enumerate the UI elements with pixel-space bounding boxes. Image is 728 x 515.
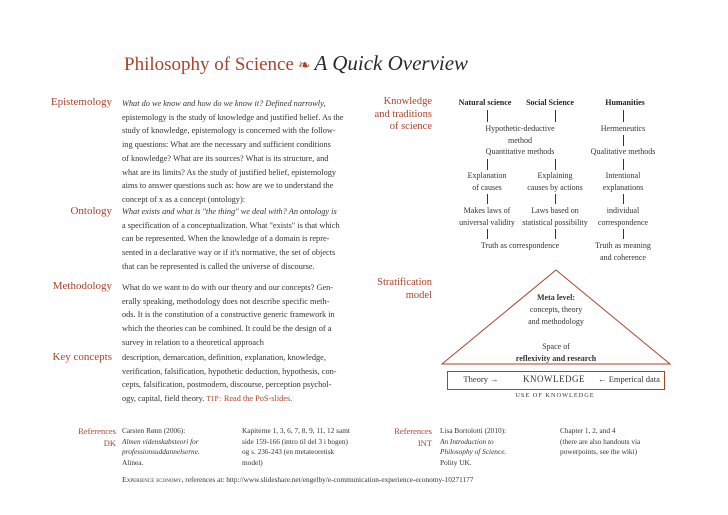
label-line: DK <box>103 438 116 448</box>
connector-line <box>555 159 556 170</box>
text-line: side 159-166 (intro til del 3 i bogen) <box>242 436 348 446</box>
text-line: causes by actions <box>527 182 583 192</box>
text-line: study of knowledge, epistemology is concerned with the follow- <box>122 126 336 136</box>
meta-level <box>496 292 616 328</box>
text-line: epistemology is the study of knowledge and justified belief. As the <box>122 112 344 122</box>
page-title <box>124 51 468 76</box>
ontology-label: Ontology <box>70 205 112 217</box>
text-line: of causes <box>472 182 502 192</box>
hermeneutics <box>578 123 668 135</box>
label-line: References <box>394 426 432 436</box>
connector-line <box>623 229 624 239</box>
text-line: Explanation <box>467 171 507 180</box>
text-line: Laws based on <box>531 206 579 215</box>
text-line: statistical possibility <box>522 217 588 227</box>
connector-line <box>555 194 556 204</box>
intentional-explanations <box>578 170 668 193</box>
hypothetic-deductive <box>445 123 595 158</box>
text-line: Polity UK. <box>440 458 472 468</box>
methodology-text <box>122 281 354 350</box>
text-line: description, demarcation, definition, explanation, knowledge, <box>122 353 326 362</box>
text-line: An Introduction to <box>440 436 494 446</box>
text-line: cepts, falsification, postmodern, discourse, perception psychol- <box>122 380 332 390</box>
connector-line <box>487 194 488 204</box>
text-line: What do we want to do with our theory and our concepts? Gen- <box>122 283 334 292</box>
references-int-book <box>440 426 560 469</box>
key-concepts-last: ogy, capital, field theory. <box>122 394 205 404</box>
text-line: ods. It is the constitution of a constructive generic framework in <box>122 310 335 320</box>
text-line: that can be represented is called the universe of discourse. <box>122 261 315 271</box>
column-humanities: Humanities <box>605 98 645 107</box>
text-line: method <box>508 135 532 145</box>
text-line: can be represented. When the knowledge of a domain is repre- <box>122 234 330 244</box>
knowledge-text: KNOWLEDGE <box>523 374 585 384</box>
text-line: concept of x as a concept (ontology): <box>122 194 246 204</box>
text-line: What do we know and how do we know it? Defined narrowly, <box>122 99 326 108</box>
truth-correspondence: Truth as correspondence <box>480 241 560 250</box>
label-line: Stratification <box>377 277 432 288</box>
text-line: explanations <box>602 182 644 192</box>
quantitative-methods: Quantitative methods <box>485 147 555 156</box>
text-line: correspondence <box>597 217 649 227</box>
references-dk-book <box>122 426 242 469</box>
text-line: professionsuddannelserne. <box>122 447 200 457</box>
references-dk-label <box>40 425 116 449</box>
text-line: ing questions: What are the necessary and sufficient conditions <box>122 140 331 150</box>
epistemology-label: Epistemology <box>50 96 112 108</box>
connector-line <box>555 110 556 122</box>
epistemology-text <box>122 97 354 207</box>
footer-lead: Experience economy, <box>122 475 184 484</box>
text-line: Hypothetic-deductive <box>485 124 555 133</box>
tip-link[interactable]: Read the PoS-slides. <box>223 394 293 404</box>
text-line: what are its limits? As the study of justified belief, epistemology <box>122 167 337 177</box>
ornament-icon: ❧ <box>297 58 311 74</box>
title-subtitle: A Quick Overview <box>314 51 469 75</box>
text-line: (there are also handouts via <box>560 436 641 446</box>
text-line: powerpoints, see the wiki) <box>560 447 638 457</box>
connector-line <box>623 194 624 204</box>
text-line: Space of <box>542 342 570 351</box>
connector-line <box>487 229 488 239</box>
key-concepts-label: Key concepts <box>52 351 112 363</box>
footer-link[interactable]: references at: http://www.slideshare.net/engelby/e-communication-experience-economy-10271177 <box>185 475 474 484</box>
qualitative-methods: Qualitative methods <box>590 147 656 156</box>
stratification-label <box>346 277 432 302</box>
connector-line <box>487 110 488 122</box>
label-line: of science <box>389 121 432 132</box>
text-line: Almen videnskabsteori for <box>122 436 199 446</box>
ontology-text <box>122 205 354 274</box>
text-line: Makes laws of <box>463 206 511 215</box>
knowledge-label <box>346 96 432 134</box>
text-line: a specification of a conceptualization. What "exists" is that which <box>122 220 340 230</box>
connector-line <box>555 229 556 239</box>
text-line: erally speaking, methodology does not describe specific meth- <box>122 296 330 306</box>
text-line: sented in a declarative way or if it's normative, the set of objects <box>122 248 336 258</box>
text-line: Kapiterne 1, 3, 6, 7, 8, 9, 11, 12 samt <box>242 426 350 435</box>
text-line: universal validity <box>459 217 515 227</box>
references-int-label <box>346 425 432 449</box>
text-line: Lisa Bortolotti (2010): <box>440 426 507 435</box>
text-line: Truth as meaning <box>595 241 651 250</box>
label-line: References <box>78 426 116 436</box>
text-line: Carsten Rønn (2006): <box>122 426 186 435</box>
text-line: Alinea. <box>122 458 144 468</box>
text-line: Philosophy of Science. <box>440 447 507 457</box>
key-concepts-text <box>122 351 354 406</box>
text-line: and methodology <box>528 317 584 326</box>
text-line: reflexivity and research <box>515 353 597 363</box>
text-line <box>122 392 354 406</box>
text-line: Chapter 1, 2, and 4 <box>560 426 616 435</box>
text-line: survey in relation to a theoretical approach <box>122 337 264 347</box>
text-line: What exists and what is "the thing" we deal with? An ontology is <box>122 207 337 216</box>
label-line: INT <box>417 438 432 448</box>
text-line: Explaining <box>537 171 573 180</box>
meta-title: Meta level: <box>537 293 575 302</box>
label-line: and traditions <box>374 108 432 120</box>
text-line: which the theories can be combined. It could be the design of a <box>122 324 332 334</box>
references-int-chapters <box>560 426 690 458</box>
connector-line <box>487 159 488 170</box>
methodology-label: Methodology <box>52 280 112 292</box>
connector-line <box>623 135 624 146</box>
footer <box>122 475 562 486</box>
space-of-reflexivity <box>476 341 636 364</box>
text-line: Hermeneutics <box>600 124 646 133</box>
title-main: Philosophy of Science <box>124 54 294 75</box>
text-line: and coherence <box>600 252 646 262</box>
label-line: model <box>405 289 432 301</box>
truth-meaning <box>578 240 668 263</box>
text-line: concepts, theory <box>529 305 583 314</box>
column-social-science: Social Science <box>526 98 574 107</box>
connector-line <box>623 159 624 170</box>
text-line: model) <box>242 458 263 468</box>
use-of-knowledge: USE OF KNOWLEDGE <box>515 392 595 399</box>
text-line: of knowledge? What are its sources? What is its structure, and <box>122 153 329 163</box>
column-natural-science: Natural science <box>458 98 512 107</box>
text-line: og s. 236-243 (en metateoretisk <box>242 447 335 457</box>
tip-label: TIP: <box>206 394 222 404</box>
text-line: Intentional <box>605 171 641 180</box>
text-line: individual <box>606 206 640 215</box>
text-line: verification, falsification, hypothetic deduction, hypothesis, con- <box>122 366 337 376</box>
connector-line <box>623 110 624 122</box>
empirical-arrow: ← Emperical data <box>598 374 660 384</box>
individual-correspondence <box>578 205 668 228</box>
theory-arrow: Theory → <box>463 374 499 384</box>
label-line: Knowledge <box>383 96 432 107</box>
text-line: aims to answer questions such as: how are we to understand the <box>122 181 334 191</box>
